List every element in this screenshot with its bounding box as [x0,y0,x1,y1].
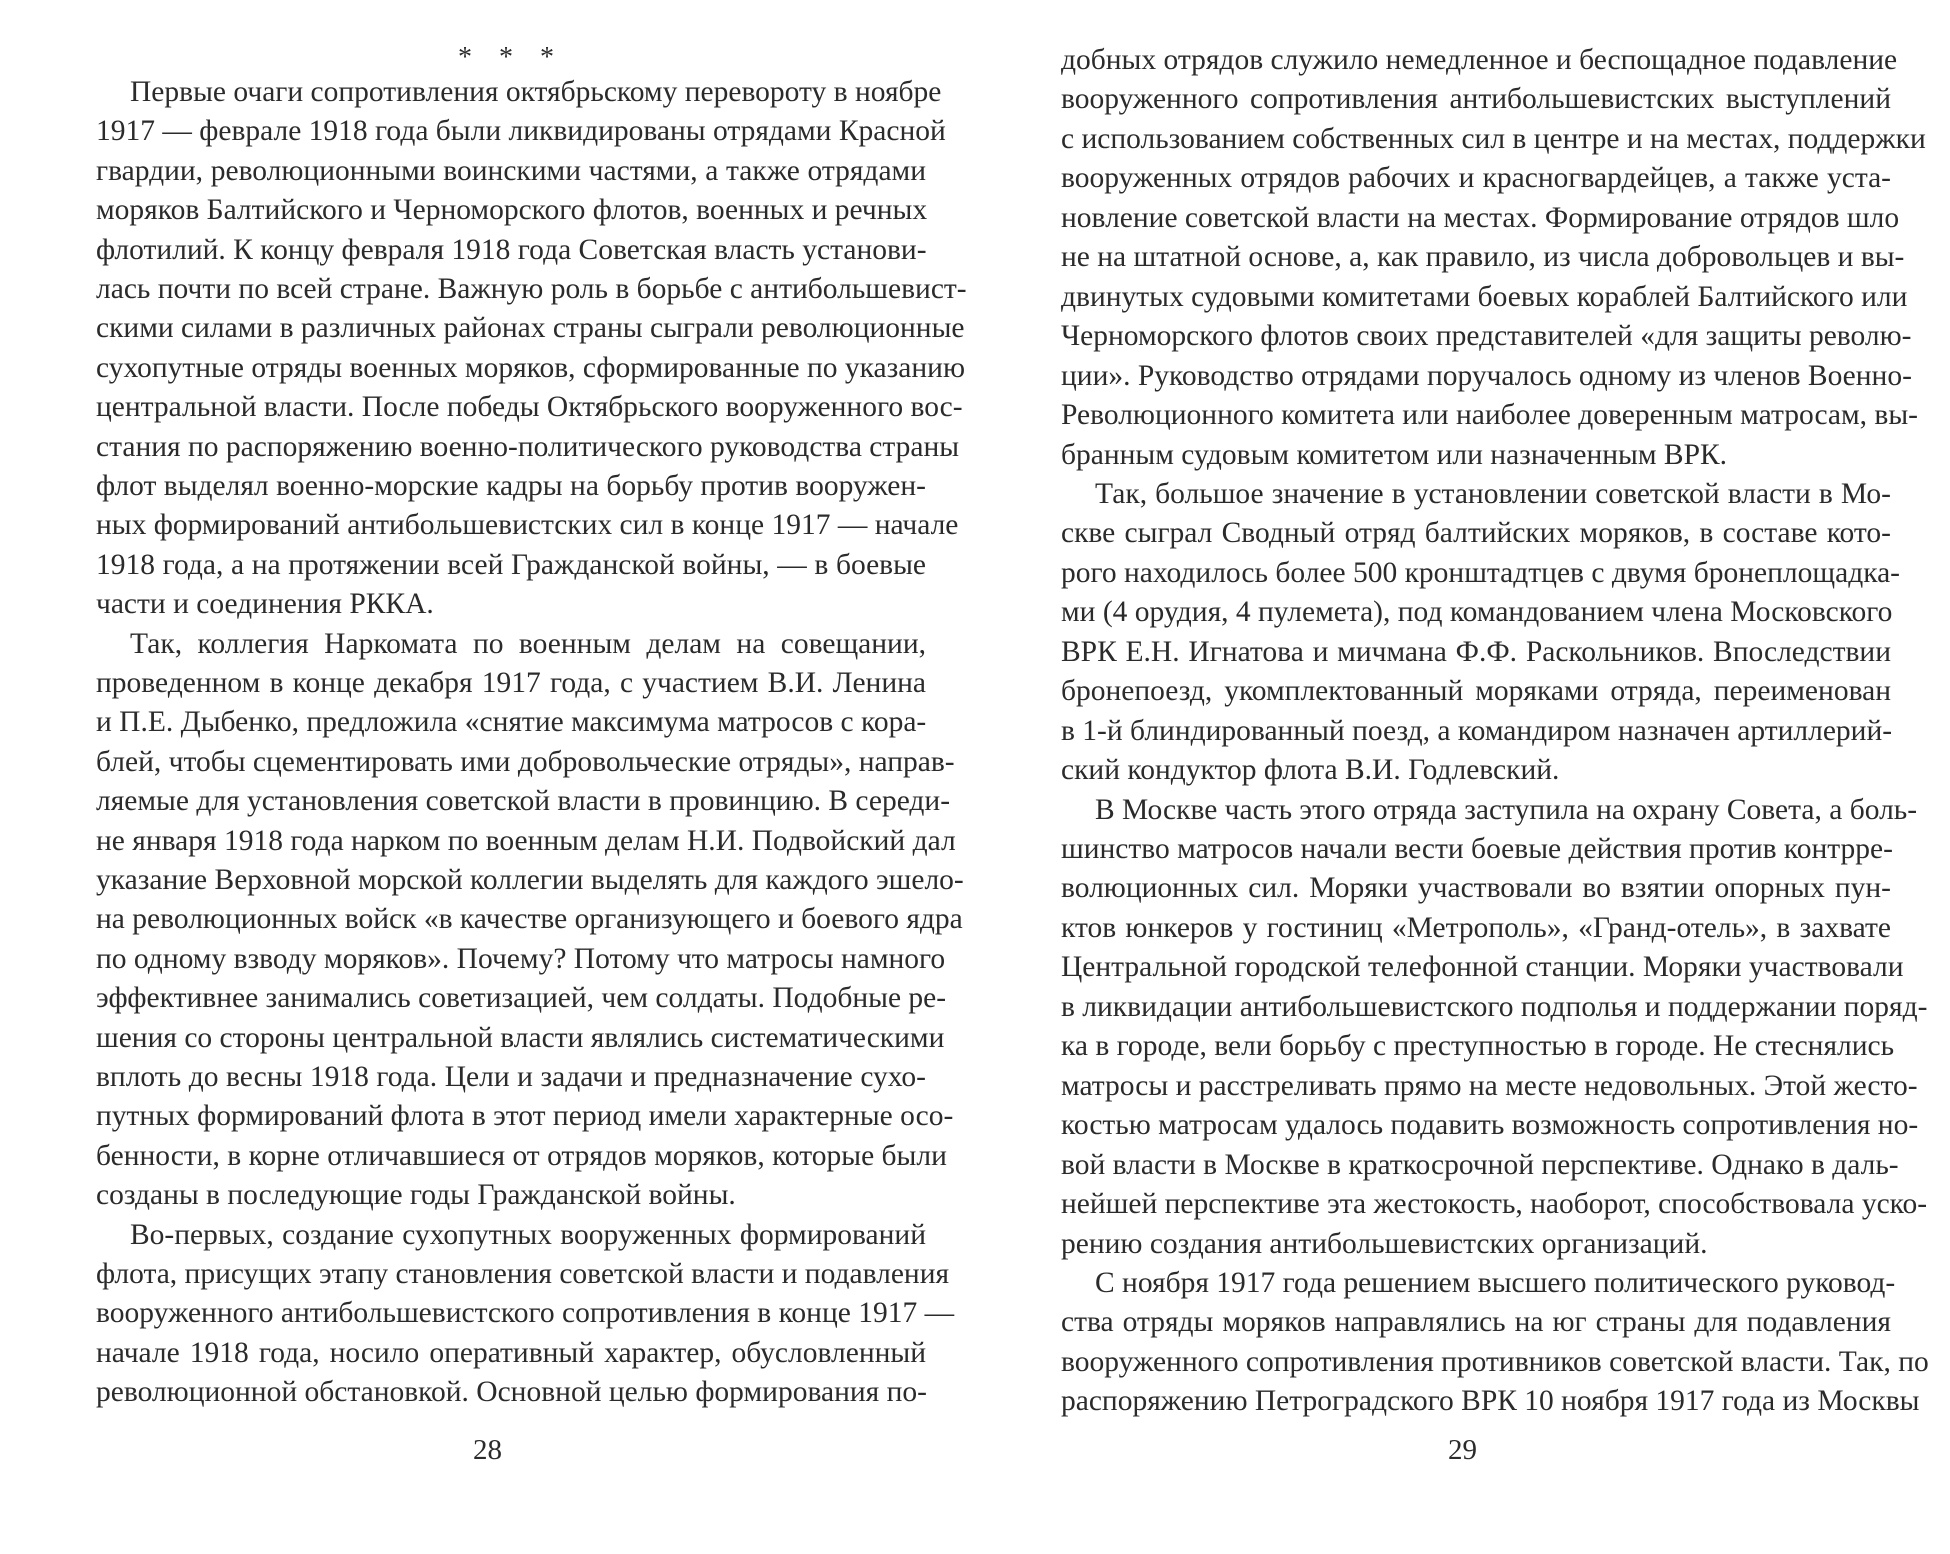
text-line: ства отряды моряков направлялись на юг страны для подавления [1061,1306,1891,1339]
text-line: 1917 — феврале 1918 года были ликвидированы отрядами Красной [96,115,946,148]
text-line: бенности, в корне отличавшиеся от отрядов моряков, которые были [96,1139,947,1172]
text-line: гвардии, революционными воинскими частями, а также отрядами [96,154,926,187]
text-line: В Москве часть этого отряда заступила на охрану Совета, а боль- [1095,793,1918,826]
section-ornament: * * * [458,42,564,73]
text-line: и П.Е. Дыбенко, предложила «снятие максимума матросов с кора- [96,706,927,739]
text-line: бранным судовым комитетом или назначенным ВРК. [1061,438,1728,471]
text-line: костью матросам удалось подавить возможность сопротивления но- [1061,1109,1919,1142]
text-line: сухопутные отряды военных моряков, сформированные по указанию [96,351,965,384]
text-line: распоряжению Петроградского ВРК 10 ноября 1917 года из Москвы [1061,1385,1920,1418]
page-number-left: 28 [473,1434,502,1466]
text-line: шения со стороны центральной власти являлись систематическими [96,1021,945,1054]
text-line: Так, большое значение в установлении советской власти в Мо- [1095,477,1891,510]
text-line: вой власти в Москве в краткосрочной перспективе. Однако в даль- [1061,1148,1899,1181]
text-line: не на штатной основе, а, как правило, из числа добровольцев и вы- [1061,241,1905,274]
text-line: блей, чтобы сцементировать ими добровольческие отряды», направ- [96,745,955,778]
text-line: двинутых судовыми комитетами боевых кораблей Балтийского или [1061,280,1908,313]
text-line: Революционного комитета или наиболее доверенным матросам, вы- [1061,399,1918,432]
text-line: ции». Руководство отрядами поручалось одному из членов Военно- [1061,359,1912,392]
text-line: ми (4 орудия, 4 пулемета), под командованием члена Московского [1061,596,1893,629]
text-line: Центральной городской телефонной станции. Моряки участвовали [1061,951,1904,984]
text-line: центральной власти. После победы Октябрьского вооруженного вос- [96,391,963,424]
text-line: флот выделял военно-морские кадры на борьбу против вооружен- [96,470,926,502]
text-line: Во-первых, создание сухопутных вооруженных формирований [130,1218,926,1251]
text-line: 1918 года, а на протяжении всей Гражданской войны, — в боевые [96,548,926,581]
text-line: нейшей перспективе эта жестокость, наоборот, способствовала уско- [1061,1188,1928,1221]
text-line: не января 1918 года нарком по военным делам Н.И. Подвойский дал [96,824,956,857]
text-line: вооруженных отрядов рабочих и красногвардейцев, а также уста- [1061,162,1891,195]
text-line: революционной обстановкой. Основной целью формирования по- [96,1376,927,1409]
text-line: добных отрядов служило немедленное и беспощадное подавление [1061,44,1898,76]
text-line: рению создания антибольшевистских организаций. [1061,1227,1708,1260]
text-line: с использованием собственных сил в центре и на местах, поддержки [1061,122,1926,155]
text-line: С ноября 1917 года решением высшего политического руковод- [1095,1266,1896,1299]
text-line: матросы и расстреливать прямо на месте недовольных. Этой жесто- [1061,1069,1918,1102]
text-line: указание Верховной морской коллегии выделять для каждого эшело- [96,864,964,896]
text-line: скими силами в различных районах страны сыграли революционные [96,312,965,345]
text-line: вооруженного сопротивления противников советской власти. Так, по [1061,1345,1929,1378]
text-line: ский кондуктор флота В.И. Годлевский. [1061,754,1560,787]
text-line: шинство матросов начали вести боевые действия против контрре- [1061,833,1893,865]
text-line: скве сыграл Сводный отряд балтийских моряков, в составе кото- [1061,517,1891,550]
text-line: лась почти по всей стране. Важную роль в борьбе с антибольшевист- [96,273,967,305]
text-line: Так, коллегия Наркомата по военным делам на совещании, [130,627,926,660]
text-line: новление советской власти на местах. Формирование отрядов шло [1061,201,1900,234]
text-line: части и соединения РККА. [96,588,434,621]
text-line: вплоть до весны 1918 года. Цели и задачи и предназначение сухо- [96,1061,926,1093]
text-line: по одному взводу моряков». Почему? Потому что матросы намного [96,942,946,975]
text-line: стания по распоряжению военно-политического руководства страны [96,430,960,463]
text-line: ных формирований антибольшевистских сил в конце 1917 — начале [96,509,959,542]
text-line: созданы в последующие годы Гражданской войны. [96,1179,736,1212]
text-line: Черноморского флотов своих представителей «для защиты револю- [1061,320,1912,353]
text-line: моряков Балтийского и Черноморского флотов, военных и речных [96,194,928,227]
text-line: Первые очаги сопротивления октябрьскому перевороту в ноябре [130,76,942,108]
text-line: флота, присущих этапу становления советской власти и подавления [96,1258,950,1290]
right-page [975,0,1950,1554]
text-line: на революционных войск «в качестве организующего и боевого ядра [96,903,963,936]
page-number-right: 29 [1448,1434,1477,1466]
text-line: ляемые для установления советской власти в провинцию. В середи- [96,785,951,818]
text-line: волюционных сил. Моряки участвовали во взятии опорных пун- [1061,872,1891,905]
text-line: бронепоезд, укомплектованный моряками отряда, переименован [1061,675,1891,708]
text-line: начале 1918 года, носило оперативный характер, обусловленный [96,1336,926,1369]
text-line: рого находилось более 500 кронштадтцев с двумя бронеплощадка- [1061,556,1901,589]
text-line: ка в городе, вели борьбу с преступностью в городе. Не стеснялись [1061,1030,1895,1063]
text-line: флотилий. К концу февраля 1918 года Советская власть установи- [96,233,927,266]
text-line: ВРК Е.Н. Игнатова и мичмана Ф.Ф. Раскольников. Впоследствии [1061,635,1891,668]
text-line: вооруженного сопротивления антибольшевистских выступлений [1061,83,1891,116]
text-line: эффективнее занимались советизацией, чем солдаты. Подобные ре- [96,982,947,1015]
text-line: в ликвидации антибольшевистского подполья и поддержании поряд- [1061,990,1928,1023]
text-line: вооруженного антибольшевистского сопротивления в конце 1917 — [96,1297,955,1330]
text-line: ктов юнкеров у гостиниц «Метрополь», «Гранд-отель», в захвате [1061,911,1891,944]
text-line: проведенном в конце декабря 1917 года, с участием В.И. Ленина [96,667,926,699]
text-line: путных формирований флота в этот период имели характерные осо- [96,1100,954,1133]
text-line: в 1-й блиндированный поезд, а командиром назначен артиллерий- [1061,714,1893,747]
